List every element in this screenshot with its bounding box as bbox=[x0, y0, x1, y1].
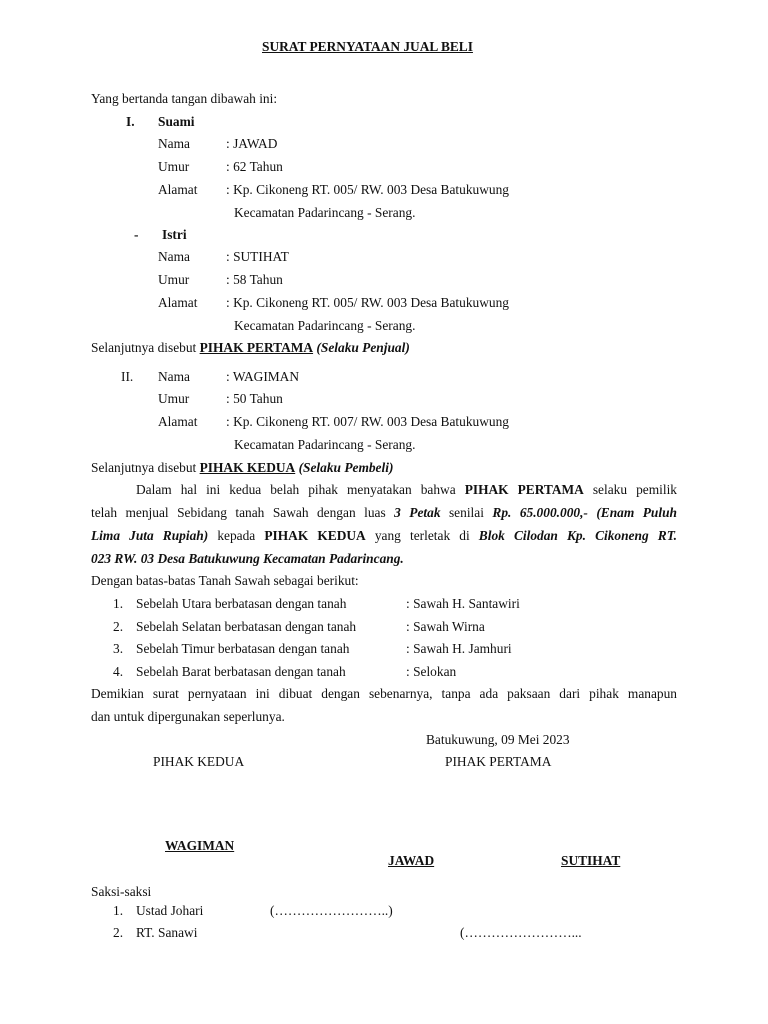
body-party1: PIHAK PERTAMA bbox=[464, 482, 584, 497]
buyer-name-value: : WAGIMAN bbox=[226, 369, 300, 384]
wife-address-label: Alamat bbox=[158, 295, 198, 310]
witness-name: RT. Sanawi bbox=[136, 925, 198, 940]
wife-name-label: Nama bbox=[158, 249, 190, 264]
wife-age-label: Umur bbox=[158, 272, 190, 287]
witness-signature-blank: (……………………..) bbox=[270, 903, 393, 918]
husband-address-cont: Kecamatan Padarincang - Serang. bbox=[234, 205, 416, 220]
body-text: kepada bbox=[208, 528, 265, 543]
body-line-3 bbox=[91, 528, 677, 544]
closing-line-2: dan untuk dipergunakan seperlunya. bbox=[91, 709, 285, 724]
boundary-value: : Sawah H. Jamhuri bbox=[406, 641, 512, 656]
wife-heading: Istri bbox=[162, 227, 187, 242]
boundary-num: 2. bbox=[113, 619, 124, 634]
document-title: SURAT PERNYATAAN JUAL BELI bbox=[262, 39, 473, 54]
husband-name-label: Nama bbox=[158, 136, 190, 151]
wife-age-value: : 58 Tahun bbox=[226, 272, 283, 287]
witness-name: Ustad Johari bbox=[136, 903, 204, 918]
boundary-value: : Sawah Wirna bbox=[406, 619, 485, 634]
party2-designation bbox=[91, 460, 393, 476]
boundary-label: Sebelah Timur berbatasan dengan tanah bbox=[136, 641, 350, 656]
buyer-address-cont: Kecamatan Padarincang - Serang. bbox=[234, 437, 416, 452]
buyer-address-label: Alamat bbox=[158, 414, 198, 429]
witnesses-heading: Saksi-saksi bbox=[91, 884, 152, 899]
boundary-value: : Selokan bbox=[406, 664, 457, 679]
wife-address-cont: Kecamatan Padarincang - Serang. bbox=[234, 318, 416, 333]
signature-heading-seller: PIHAK PERTAMA bbox=[445, 754, 552, 769]
boundaries-intro: Dengan batas-batas Tanah Sawah sebagai berikut: bbox=[91, 573, 359, 588]
body-location: Blok Cilodan Kp. Cikoneng RT. bbox=[478, 528, 677, 543]
boundary-num: 4. bbox=[113, 664, 124, 679]
body-line-1 bbox=[136, 482, 677, 498]
boundary-num: 1. bbox=[113, 596, 124, 611]
signature-heading-buyer: PIHAK KEDUA bbox=[153, 754, 245, 769]
wife-name-value: : SUTIHAT bbox=[226, 249, 289, 264]
body-text: Dalam hal ini kedua belah pihak menyatakan bahwa bbox=[136, 482, 465, 497]
husband-age-label: Umur bbox=[158, 159, 190, 174]
witness-num: 1. bbox=[113, 903, 124, 918]
body-text: senilai bbox=[440, 505, 493, 520]
designation-prefix: Selanjutnya disebut bbox=[91, 460, 200, 475]
signature-name-seller-2: SUTIHAT bbox=[561, 853, 621, 868]
party1-label: PIHAK PERTAMA bbox=[199, 340, 314, 355]
party2-role: (Selaku Pembeli) bbox=[295, 460, 394, 475]
husband-address-value: : Kp. Cikoneng RT. 005/ RW. 003 Desa Batukuwung bbox=[226, 182, 509, 197]
husband-heading: Suami bbox=[158, 114, 195, 129]
body-area: 3 Petak bbox=[394, 505, 441, 520]
wife-address-value: : Kp. Cikoneng RT. 005/ RW. 003 Desa Batukuwung bbox=[226, 295, 509, 310]
witness-num: 2. bbox=[113, 925, 124, 940]
designation-prefix: Selanjutnya disebut bbox=[91, 340, 200, 355]
husband-age-value: : 62 Tahun bbox=[226, 159, 283, 174]
body-price-words: Lima Juta Rupiah) bbox=[91, 528, 209, 543]
place-date: Batukuwung, 09 Mei 2023 bbox=[426, 732, 570, 747]
signature-name-seller-1: JAWAD bbox=[388, 853, 435, 868]
body-text: yang terletak di bbox=[365, 528, 479, 543]
party2-numeral: II. bbox=[121, 369, 134, 384]
party1-designation bbox=[91, 340, 410, 356]
boundary-label: Sebelah Selatan berbatasan dengan tanah bbox=[136, 619, 357, 634]
body-text: selaku pemilik bbox=[583, 482, 677, 497]
buyer-age-value: : 50 Tahun bbox=[226, 391, 283, 406]
boundary-label: Sebelah Utara berbatasan dengan tanah bbox=[136, 596, 347, 611]
body-party2: PIHAK KEDUA bbox=[264, 528, 366, 543]
wife-dash: - bbox=[134, 227, 139, 242]
body-line-4: 023 RW. 03 Desa Batukuwung Kecamatan Padarincang. bbox=[91, 551, 404, 566]
body-text: telah menjual Sebidang tanah Sawah dengan luas bbox=[91, 505, 395, 520]
body-price: Rp. 65.000.000,- (Enam Puluh bbox=[492, 505, 677, 520]
boundary-value: : Sawah H. Santawiri bbox=[406, 596, 520, 611]
signature-name-buyer: WAGIMAN bbox=[165, 838, 235, 853]
boundary-label: Sebelah Barat berbatasan dengan tanah bbox=[136, 664, 346, 679]
witness-signature-blank: (……………………... bbox=[460, 925, 582, 940]
buyer-age-label: Umur bbox=[158, 391, 190, 406]
closing-line-1: Demikian surat pernyataan ini dibuat dengan sebenarnya, tanpa ada paksaan dari pihak manapun bbox=[91, 686, 677, 701]
buyer-name-label: Nama bbox=[158, 369, 190, 384]
husband-name-value: : JAWAD bbox=[226, 136, 278, 151]
body-line-2 bbox=[91, 505, 677, 521]
husband-address-label: Alamat bbox=[158, 182, 198, 197]
intro-text: Yang bertanda tangan dibawah ini: bbox=[91, 91, 278, 106]
buyer-address-value: : Kp. Cikoneng RT. 007/ RW. 003 Desa Batukuwung bbox=[226, 414, 509, 429]
party1-numeral: I. bbox=[126, 114, 135, 129]
party2-label: PIHAK KEDUA bbox=[199, 460, 296, 475]
boundary-num: 3. bbox=[113, 641, 124, 656]
party1-role: (Selaku Penjual) bbox=[313, 340, 410, 355]
